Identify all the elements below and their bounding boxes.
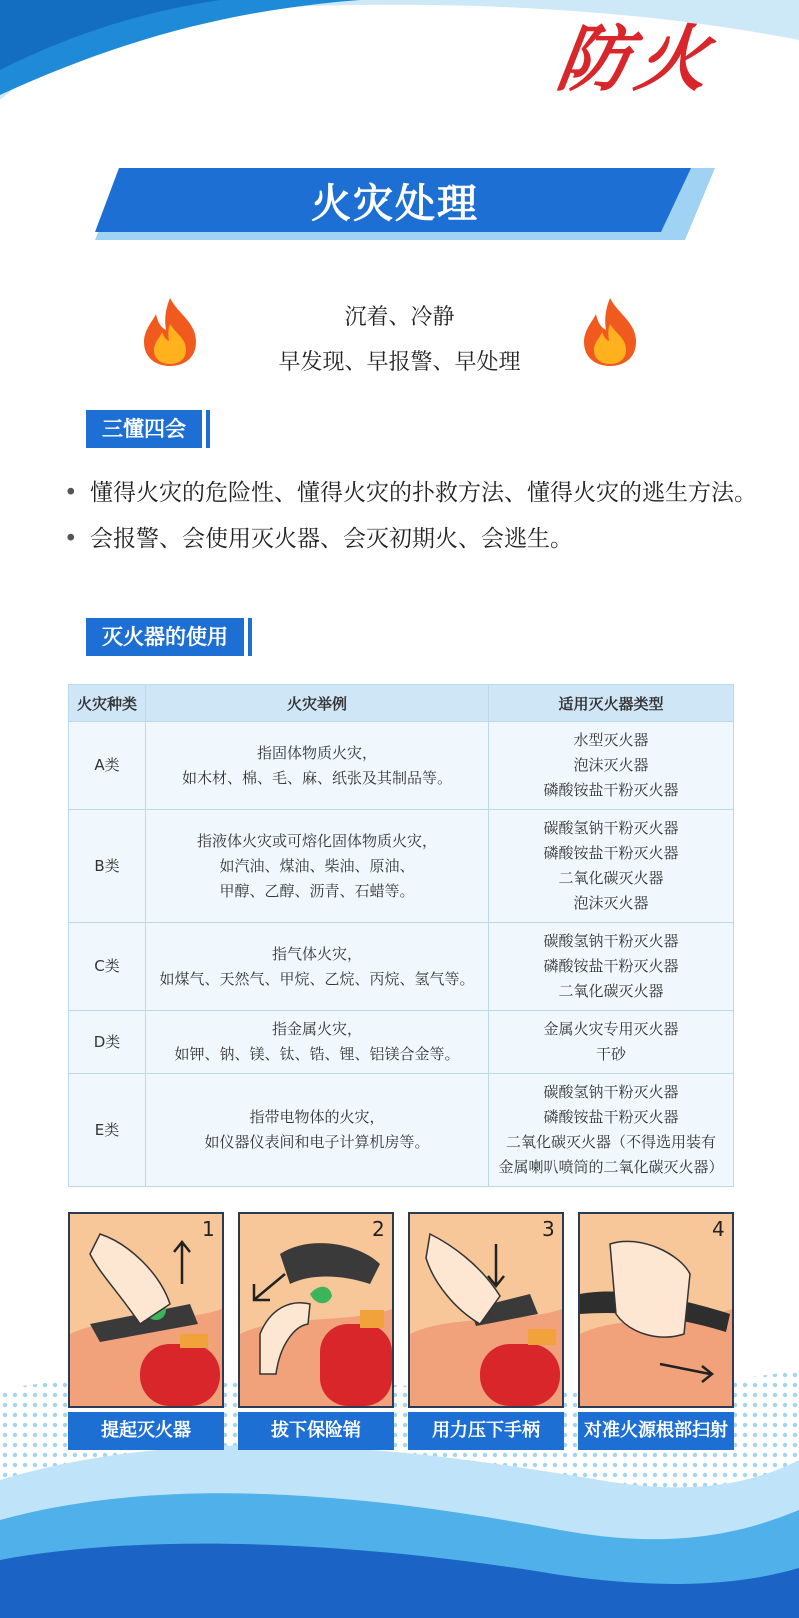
cell-class: D类 bbox=[69, 1011, 146, 1074]
lift-extinguisher-illustration bbox=[70, 1214, 222, 1406]
step-number: 1 bbox=[202, 1217, 215, 1241]
section-tag-extinguisher-use: 灭火器的使用 bbox=[86, 618, 244, 656]
step-caption: 提起灭火器 bbox=[68, 1412, 224, 1450]
cell-example: 指金属火灾， 如钾、钠、镁、钛、锆、锂、铝镁合金等。 bbox=[146, 1011, 489, 1074]
cell-example: 指气体火灾， 如煤气、天然气、甲烷、乙烷、丙烷、氢气等。 bbox=[146, 923, 489, 1011]
header-extinguisher-type: 适用灭火器类型 bbox=[489, 685, 734, 722]
step-number: 3 bbox=[542, 1217, 555, 1241]
step-caption: 用力压下手柄 bbox=[408, 1412, 564, 1450]
table-row bbox=[69, 1074, 734, 1187]
table-row bbox=[69, 810, 734, 923]
cell-types: 金属火灾专用灭火器 干砂 bbox=[489, 1011, 734, 1074]
step-card bbox=[238, 1212, 394, 1450]
step-card bbox=[578, 1212, 734, 1450]
motto-line-2: 早发现、早报警、早处理 bbox=[278, 350, 521, 375]
cell-types: 碳酸氢钠干粉灭火器 磷酸铵盐干粉灭火器 二氧化碳灭火器 泡沫灭火器 bbox=[489, 810, 734, 923]
cell-example: 指固体物质火灾， 如木材、棉、毛、麻、纸张及其制品等。 bbox=[146, 722, 489, 810]
cell-class: B类 bbox=[69, 810, 146, 923]
step-number: 4 bbox=[712, 1217, 725, 1241]
header-fire-class: 火灾种类 bbox=[69, 685, 146, 722]
press-handle-illustration bbox=[410, 1214, 562, 1406]
cell-class: C类 bbox=[69, 923, 146, 1011]
cell-types: 碳酸氢钠干粉灭火器 磷酸铵盐干粉灭火器 二氧化碳灭火器 bbox=[489, 923, 734, 1011]
step-illustration bbox=[408, 1212, 564, 1408]
table-row bbox=[69, 722, 734, 810]
cell-class: A类 bbox=[69, 722, 146, 810]
step-caption: 对准火源根部扫射 bbox=[578, 1412, 734, 1450]
step-illustration bbox=[238, 1212, 394, 1408]
step-illustration bbox=[68, 1212, 224, 1408]
step-number: 2 bbox=[372, 1217, 385, 1241]
motto-line-1: 沉着、冷静 bbox=[344, 305, 455, 330]
step-illustration bbox=[578, 1212, 734, 1408]
cell-example: 指液体火灾或可熔化固体物质火灾， 如汽油、煤油、柴油、原油、 甲醇、乙醇、沥青、石蜡等。 bbox=[146, 810, 489, 923]
aim-base-illustration bbox=[580, 1214, 732, 1406]
cell-types: 碳酸氢钠干粉灭火器 磷酸铵盐干粉灭火器 二氧化碳灭火器（不得选用装有 金属喇叭喷筒的二氧化碳灭火器） bbox=[489, 1074, 734, 1187]
table-header-row bbox=[69, 685, 734, 722]
table-row bbox=[69, 923, 734, 1011]
page-title: 火灾处理 bbox=[311, 181, 479, 227]
cell-types: 水型灭火器 泡沫灭火器 磷酸铵盐干粉灭火器 bbox=[489, 722, 734, 810]
bullet-item: • 会报警、会使用灭火器、会灭初期火、会逃生。 bbox=[62, 516, 762, 562]
bullet-item: • 懂得火灾的危险性、懂得火灾的扑救方法、懂得火灾的逃生方法。 bbox=[62, 470, 762, 516]
header-fire-example: 火灾举例 bbox=[146, 685, 489, 722]
cell-class: E类 bbox=[69, 1074, 146, 1187]
step-caption: 拔下保险销 bbox=[238, 1412, 394, 1450]
step-card bbox=[408, 1212, 564, 1450]
section-tag-three-four: 三懂四会 bbox=[86, 410, 202, 448]
brand-calligraphy: 防火 bbox=[552, 16, 721, 101]
fire-class-table bbox=[68, 684, 734, 1187]
step-card bbox=[68, 1212, 224, 1450]
table-row bbox=[69, 1011, 734, 1074]
pull-pin-illustration bbox=[240, 1214, 392, 1406]
extinguisher-steps bbox=[68, 1212, 736, 1452]
bullet-list bbox=[62, 470, 762, 562]
cell-example: 指带电物体的火灾， 如仪器仪表间和电子计算机房等。 bbox=[146, 1074, 489, 1187]
